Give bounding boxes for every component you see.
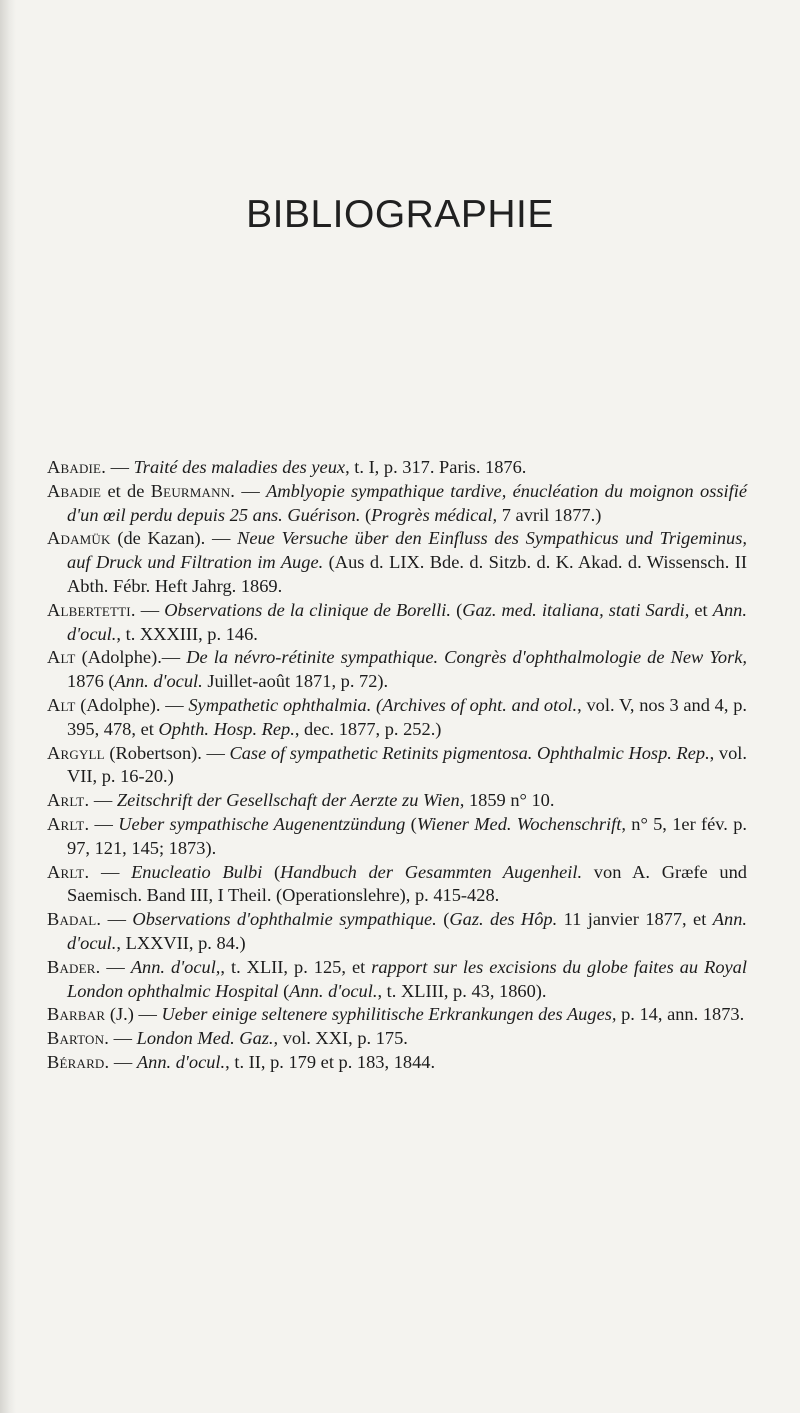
entry-author: Arlt.: [47, 813, 90, 834]
entry-text: (: [450, 599, 463, 620]
entry-text: , t. XXXIII, p. 146.: [116, 623, 258, 644]
entry-title: London Med. Gaz.,: [136, 1028, 279, 1049]
entry-text: (Robertson). —: [104, 742, 230, 763]
entry-text: , t. I, p. 317. Paris. 1876.: [345, 457, 527, 477]
entry-text: et: [689, 599, 713, 620]
entry-title: Ann. d'ocul.: [114, 671, 203, 692]
bibliography-entry: [47, 908, 747, 956]
entry-text: (J.) —: [105, 1004, 162, 1025]
bibliography-entry: [47, 456, 747, 480]
entry-author: Alt: [47, 647, 76, 668]
entry-text: (: [405, 813, 417, 834]
entry-author: Barbar: [47, 1004, 106, 1025]
entry-title: Gaz. des Hôp.: [449, 909, 558, 930]
entry-text: —: [135, 599, 165, 620]
entry-coauthor: Beurmann.: [150, 480, 236, 501]
entry-title: Ueber einige seltenere syphilitische Erkrankungen des Auges,: [161, 1004, 617, 1025]
entry-title: Traité des maladies des yeux: [133, 457, 346, 477]
entry-text: Juillet-août 1871, p. 72).: [202, 671, 389, 692]
entry-author: Abadie.: [47, 457, 106, 477]
entry-author: Barton.: [47, 1028, 110, 1049]
entry-text: , vol. VII, p. 16-20.): [67, 742, 747, 787]
entry-author: Adamük: [47, 528, 111, 549]
entry-title: Observations d'ophthalmie sympathique.: [132, 909, 437, 930]
entry-author: Abadie: [47, 480, 102, 501]
entry-title: De la névro-rétinite sympathique. Congrès d'ophthalmologie de New York,: [186, 647, 747, 668]
page-title: BIBLIOGRAPHIE: [246, 193, 554, 236]
bibliography-entry: [47, 956, 747, 1004]
entry-text: (de Kazan). —: [110, 528, 238, 549]
entry-text: , dec. 1877, p. 252.): [294, 718, 442, 739]
entry-title: Ophth. Hosp. Rep.: [158, 718, 295, 739]
bibliography-entry: [47, 813, 747, 861]
entry-text: 1859 n° 10.: [464, 790, 555, 811]
entry-title: Wiener Med. Wochenschrift,: [416, 813, 626, 834]
entry-text: et de: [101, 480, 151, 501]
entry-text: p. 14, ann. 1873.: [616, 1004, 745, 1025]
entry-title: rapport sur les excisions du globe faites au Royal London ophthalmic Hospital: [67, 956, 747, 1001]
entry-author: Bérard.: [47, 1051, 110, 1072]
entry-text: , vol. V, nos 3 and 4, p. 395, 478, et: [67, 694, 747, 739]
entry-text: —: [89, 813, 119, 834]
bibliography-entry: [47, 789, 747, 813]
entry-author: Bader.: [47, 956, 101, 977]
entry-title: Ann. d'ocul.: [289, 980, 378, 1001]
bibliography-entry: [47, 527, 747, 598]
entry-title: Enucleatio Bulbi: [131, 861, 263, 882]
bibliography-entry: [47, 861, 747, 909]
entry-text: , LXXVII, p. 84.): [116, 932, 246, 953]
entry-title: Zeitschrift der Gesellschaft der Aerzte zu Wien,: [116, 790, 465, 811]
entry-text: 1876 (: [67, 671, 115, 692]
bibliography-entry: [47, 1027, 747, 1051]
entry-text: vol. XXI, p. 175.: [278, 1028, 408, 1049]
entry-author: Arlt.: [47, 861, 90, 882]
entry-text: , t. XLII, p. 125, et: [220, 956, 372, 977]
entry-author: Albertetti.: [47, 599, 136, 620]
entry-author: Argyll: [47, 742, 105, 763]
entry-author: Arlt.: [47, 790, 90, 811]
entry-text: —: [89, 861, 132, 882]
entry-text: 11 janvier 1877, et: [557, 909, 713, 930]
entry-text: —: [89, 790, 117, 811]
entry-title: Gaz. med. italiana, stati Sardi,: [462, 599, 690, 620]
entry-text: 7 avril 1877.): [497, 504, 602, 525]
bibliography-entry: [47, 480, 747, 528]
entry-text: von A. Græfe und Saemisch. Band III, I Theil. (Operationslehre), p. 415-428.: [67, 861, 747, 906]
bibliography-entry: [47, 1051, 747, 1075]
entry-title: Ueber sympathische Augenentzündung: [118, 813, 406, 834]
entry-text: (: [360, 504, 372, 525]
entry-title: Progrès médical,: [371, 504, 498, 525]
entry-title: Neue Versuche über den Einfluss des Sympathicus und Trigeminus, auf Druck und Filtration im Auge.: [67, 528, 748, 573]
entry-text: —: [109, 1051, 137, 1072]
bibliography-entry: [47, 742, 747, 790]
entry-title: Ann. d'ocul.: [136, 1051, 226, 1072]
entry-text: —: [100, 956, 131, 977]
entry-title: Observations de la clinique de Borelli.: [164, 599, 451, 620]
bibliography-entry: [47, 646, 747, 694]
entry-title: Ann. d'ocul.: [67, 909, 747, 953]
entry-text: —: [106, 457, 134, 477]
entry-title: Ann. d'ocul.: [67, 599, 747, 644]
entry-text: (: [262, 861, 281, 882]
bibliography-list: [47, 456, 747, 1075]
entry-text: (Aus d. LIX. Bde. d. Sitzb. d. K. Akad. d. Wissensch. II Abth. Fébr. Heft Jahrg. 1869.: [67, 552, 748, 596]
entry-title: Handbuch der Gesammten Augenheil.: [280, 861, 583, 882]
entry-author: Alt: [47, 694, 76, 715]
entry-author: Badal.: [47, 909, 102, 930]
entry-text: (Adolphe).—: [75, 647, 187, 668]
entry-text: , t. II, p. 179 et p. 183, 1844.: [225, 1051, 436, 1072]
entry-text: (: [278, 980, 290, 1001]
entry-text: (: [436, 909, 450, 930]
entry-title: Ann. d'ocul,: [130, 956, 221, 977]
entry-title: Case of sympathetic Retinits pigmentosa. Ophthalmic Hosp. Rep.: [229, 742, 710, 763]
entry-title: Sympathetic ophthalmia. (Archives of opht. and otol.: [188, 694, 578, 715]
bibliography-entry: [47, 694, 747, 742]
entry-text: —: [235, 480, 267, 501]
entry-text: —: [101, 909, 133, 930]
bibliography-entry: [47, 1003, 747, 1027]
entry-title: Amblyopie sympathique tardive, énucléation du moignon ossifié d'un œil perdu depuis 25 ans. Guérison.: [67, 480, 748, 525]
entry-text: n° 5, 1er fév. p. 97, 121, 145; 1873).: [67, 813, 747, 858]
entry-text: —: [109, 1028, 137, 1049]
entry-text: (Adolphe). —: [75, 694, 189, 715]
entry-text: , t. XLIII, p. 43, 1860).: [377, 980, 547, 1001]
bibliography-entry: [47, 599, 747, 647]
